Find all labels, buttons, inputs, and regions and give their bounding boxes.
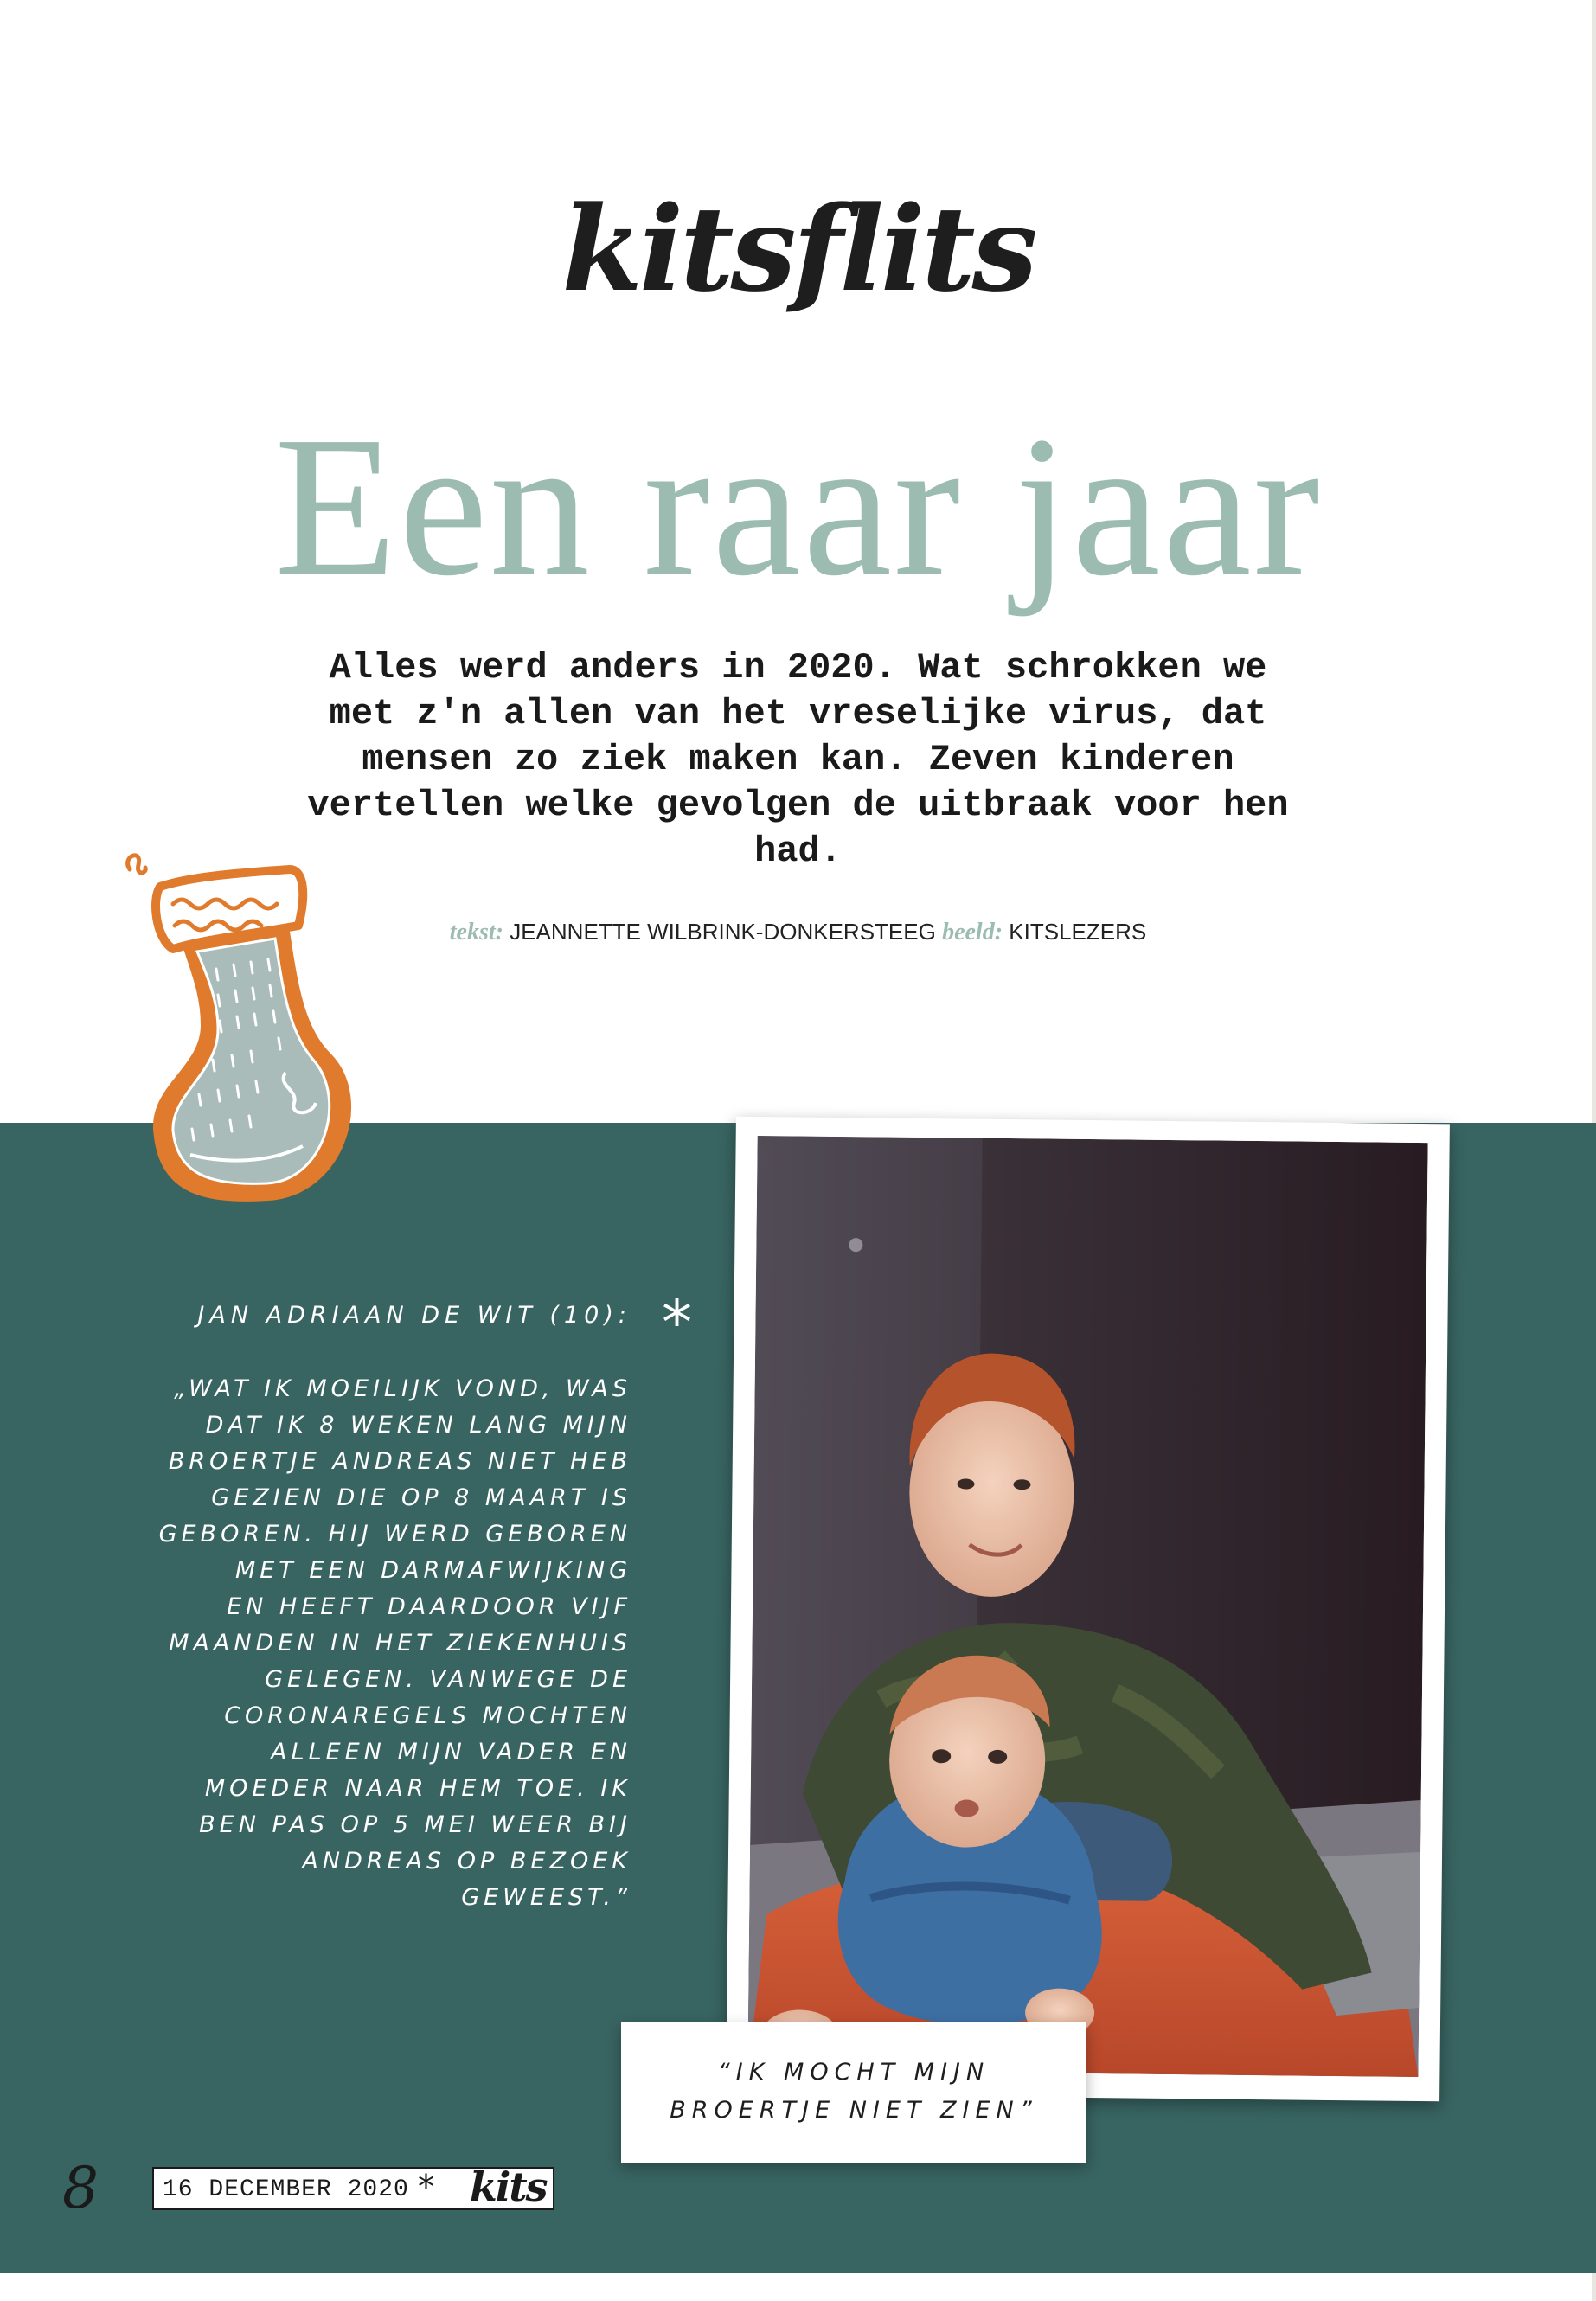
- quote-line: CORONAREGELS MOCHTEN: [224, 1702, 631, 1729]
- issue-date: 16 DECEMBER 2020: [163, 2176, 409, 2203]
- image-credit-name: KITSLEZERS: [1009, 919, 1147, 945]
- text-credit-label: tekst:: [449, 919, 503, 945]
- quote-line: EN HEEFT DAARDOOR VIJF: [227, 1593, 631, 1620]
- footer-issue-label: [152, 2163, 554, 2210]
- page-number: 8: [62, 2155, 99, 2221]
- quote-line: BEN PAS OP 5 MEI WEER BIJ: [199, 1811, 631, 1838]
- quote-line: GEBOREN. HIJ WERD GEBOREN: [158, 1521, 631, 1548]
- quote-line: MET EEN DARMAFWIJKING: [234, 1557, 631, 1584]
- photo-caption: [621, 2022, 1086, 2163]
- intro-line: met z'n allen van het vreselijke virus, dat: [329, 693, 1267, 734]
- quote-line: MOEDER NAAR HEM TOE. IK: [204, 1775, 631, 1802]
- quote-line: GELEGEN. VANWEGE DE: [265, 1666, 631, 1693]
- caption-line: “IK MOCHT MIJN: [717, 2059, 990, 2086]
- caption-text: [621, 2054, 1086, 2130]
- quote-line: ALLEEN MIJN VADER EN: [270, 1739, 631, 1766]
- intro-line: vertellen welke gevolgen de uitbraak voor hen: [307, 785, 1289, 826]
- testimonial-author: JAN ADRIAAN DE WIT (10):: [197, 1302, 631, 1329]
- intro-line: mensen zo ziek maken kan. Zeven kinderen: [362, 739, 1234, 780]
- intro-line: Alles werd anders in 2020. Wat schrokken we: [329, 647, 1267, 689]
- intro-paragraph: [268, 645, 1328, 875]
- christmas-stocking-icon: [121, 852, 363, 1207]
- quote-line: MAANDEN IN HET ZIEKENHUIS: [169, 1630, 631, 1657]
- quote-line: BROERTJE ANDREAS NIET HEB: [168, 1448, 631, 1475]
- page-title: Een raar jaar: [274, 395, 1322, 618]
- asterisk-icon: *: [662, 1287, 692, 1358]
- asterisk-icon: *: [418, 2168, 434, 2206]
- testimonial-quote: [130, 1371, 631, 1916]
- photo-two-boys: [747, 1136, 1427, 2077]
- quote-line: „WAT IK MOEILIJK VOND, WAS: [174, 1375, 631, 1402]
- section-logo: kitsflits: [561, 180, 1035, 317]
- photo-frame: [726, 1117, 1450, 2102]
- quote-line: GEZIEN DIE OP 8 MAART IS: [211, 1484, 631, 1511]
- image-credit-label: beeld:: [942, 919, 1003, 945]
- footer-brand-logo: kits: [470, 2163, 547, 2210]
- quote-line: ANDREAS OP BEZOEK GEWEEST.”: [302, 1848, 631, 1911]
- text-credit-name: JEANNETTE WILBRINK-DONKERSTEEG: [510, 919, 936, 945]
- intro-line: had.: [754, 830, 842, 872]
- caption-line: BROERTJE NIET ZIEN”: [670, 2097, 1038, 2124]
- quote-line: DAT IK 8 WEKEN LANG MIJN: [205, 1412, 631, 1439]
